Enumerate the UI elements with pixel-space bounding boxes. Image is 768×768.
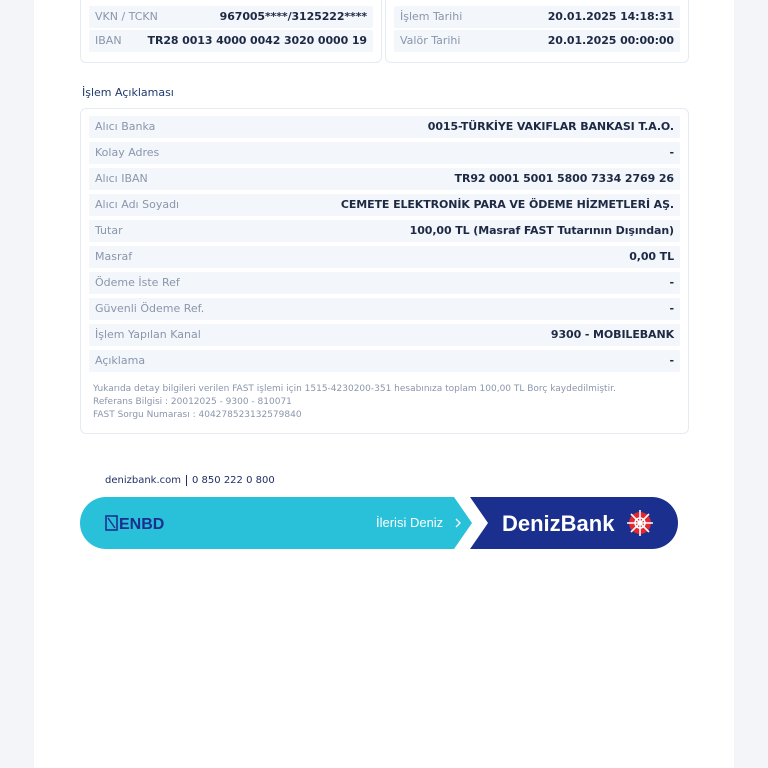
value-date-row	[394, 30, 680, 52]
detail-value: CEMETE ELEKTRONİK PARA VE ÖDEME HİZMETLERİ AŞ.	[340, 198, 674, 211]
iban-label: IBAN	[95, 34, 122, 47]
transaction-date-label: İşlem Tarihi	[400, 10, 463, 23]
value-date-label: Valör Tarihi	[400, 34, 461, 47]
contact-divider	[186, 475, 187, 486]
detail-row-recipient-iban	[89, 168, 680, 190]
section-title: İşlem Açıklaması	[82, 86, 174, 99]
value-date-value: 20.01.2025 00:00:00	[547, 34, 674, 47]
detail-label: İşlem Yapılan Kanal	[95, 328, 201, 341]
vkn-row	[89, 6, 373, 28]
transaction-note	[93, 383, 683, 422]
note-line: Yukarıda detay bilgileri verilen FAST işlemi için 1515-4230200-351 hesabınıza toplam 100,00 TL Borç kaydedilmiştir.	[93, 384, 616, 394]
vkn-value: 967005****/3125222****	[219, 10, 367, 23]
account-info-card	[80, 0, 382, 63]
detail-label: Alıcı IBAN	[95, 172, 148, 185]
transaction-details-card	[80, 108, 689, 434]
enbd-logo-text: ENBD	[119, 516, 165, 533]
detail-row-payment-request-ref	[89, 272, 680, 294]
detail-value: 100,00 TL (Masraf FAST Tutarının Dışından)	[409, 224, 674, 237]
transaction-date-row	[394, 6, 680, 28]
transaction-date-value: 20.01.2025 14:18:31	[547, 10, 674, 23]
detail-label: Kolay Adres	[95, 146, 160, 159]
detail-row-fee	[89, 246, 680, 268]
banner-slogan: İlerisi Deniz	[376, 515, 444, 530]
detail-label: Ödeme İste Ref	[95, 276, 180, 289]
detail-label: Masraf	[95, 250, 133, 263]
detail-value: -	[669, 302, 674, 315]
detail-row-secure-payment-ref	[89, 298, 680, 320]
detail-value: -	[669, 354, 674, 367]
vkn-label: VKN / TCKN	[95, 10, 158, 23]
detail-value: -	[669, 276, 674, 289]
detail-value: 0015-TÜRKİYE VAKIFLAR BANKASI T.A.O.	[427, 120, 674, 133]
note-line: Referans Bilgisi : 20012025 - 9300 - 810071	[93, 397, 292, 407]
detail-label: Açıklama	[95, 354, 146, 367]
detail-row-channel	[89, 324, 680, 346]
contact-info	[105, 475, 275, 486]
note-line: FAST Sorgu Numarası : 404278523132579840	[93, 410, 302, 420]
phone-number: 0 850 222 0 800	[192, 475, 275, 486]
detail-label: Alıcı Adı Soyadı	[95, 198, 180, 211]
detail-value: 9300 - MOBILEBANK	[550, 328, 674, 341]
detail-label: Güvenli Ödeme Ref.	[95, 302, 205, 315]
detail-row-recipient-bank	[89, 116, 680, 138]
detail-row-easy-address	[89, 142, 680, 164]
detail-label: Tutar	[95, 224, 123, 237]
brand-banner	[80, 497, 678, 549]
date-info-card	[385, 0, 689, 63]
denizbank-logo-text: DenizBank	[502, 511, 615, 536]
iban-row	[89, 30, 373, 52]
detail-label: Alıcı Banka	[95, 120, 156, 133]
website-link[interactable]: denizbank.com	[105, 475, 182, 486]
detail-value: -	[669, 146, 674, 159]
detail-row-description	[89, 350, 680, 372]
detail-row-recipient-name	[89, 194, 680, 216]
detail-row-amount	[89, 220, 680, 242]
detail-value: TR92 0001 5001 5800 7334 2769 26	[454, 172, 674, 185]
iban-value: TR28 0013 4000 0042 3020 0000 19	[147, 34, 367, 47]
detail-value: 0,00 TL	[629, 250, 674, 263]
receipt-page	[34, 0, 734, 768]
